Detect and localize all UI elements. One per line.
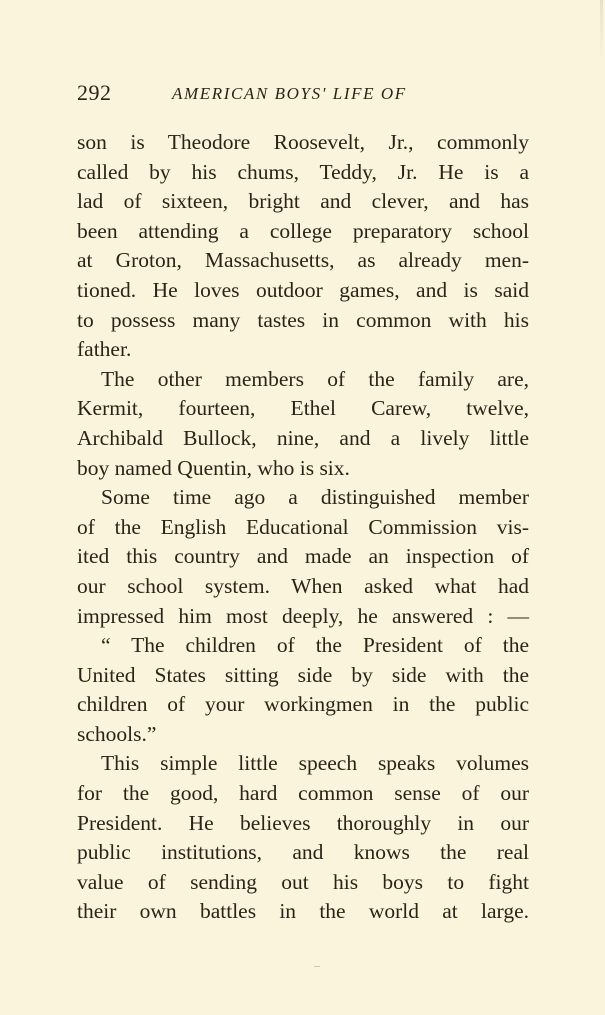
text-line: their own battles in the world at large.: [77, 899, 529, 924]
text-line: public institutions, and knows the real: [77, 840, 529, 865]
text-line: “ The children of the President of the: [101, 633, 529, 658]
text-line: for the good, hard common sense of our: [77, 781, 529, 806]
text-line: father.: [77, 337, 132, 362]
text-line: This simple little speech speaks volumes: [101, 751, 529, 776]
text-line: Kermit, fourteen, Ethel Carew, twelve,: [77, 396, 529, 421]
text-line: children of your workingmen in the public: [77, 692, 529, 717]
text-line: of the English Educational Commission vis-: [77, 514, 529, 539]
text-line: tioned. He loves outdoor games, and is said: [77, 277, 529, 302]
ink-speck: [314, 966, 320, 967]
text-line: to possess many tastes in common with his: [77, 307, 529, 332]
text-line: our school system. When asked what had: [77, 573, 529, 598]
text-line: boy named Quentin, who is six.: [77, 455, 350, 480]
text-line: called by his chums, Teddy, Jr. He is a: [77, 159, 529, 184]
text-line: President. He believes thoroughly in our: [77, 810, 529, 835]
text-line: at Groton, Massachusetts, as already men-: [77, 248, 529, 273]
text-line: impressed him most deeply, he answered : —: [77, 603, 529, 628]
text-line: United States sitting side by side with the: [77, 662, 529, 687]
text-line: Some time ago a distinguished member: [101, 485, 529, 510]
page-number: 292: [77, 80, 112, 105]
text-line: ited this country and made an inspection of: [77, 544, 529, 569]
page-edge-shading: [600, 0, 603, 60]
text-line: The other members of the family are,: [101, 366, 529, 391]
running-title: AMERICAN BOYS' LIFE OF: [172, 84, 407, 103]
text-line: schools.”: [77, 721, 157, 746]
text-line: son is Theodore Roosevelt, Jr., commonly: [77, 130, 529, 154]
text-line: value of sending out his boys to fight: [77, 869, 529, 894]
page-header: [77, 80, 529, 110]
text-line: lad of sixteen, bright and clever, and has: [77, 189, 529, 214]
body-text: [77, 128, 529, 927]
text-line: been attending a college preparatory school: [77, 218, 529, 243]
text-line: Archibald Bullock, nine, and a lively little: [77, 425, 529, 450]
